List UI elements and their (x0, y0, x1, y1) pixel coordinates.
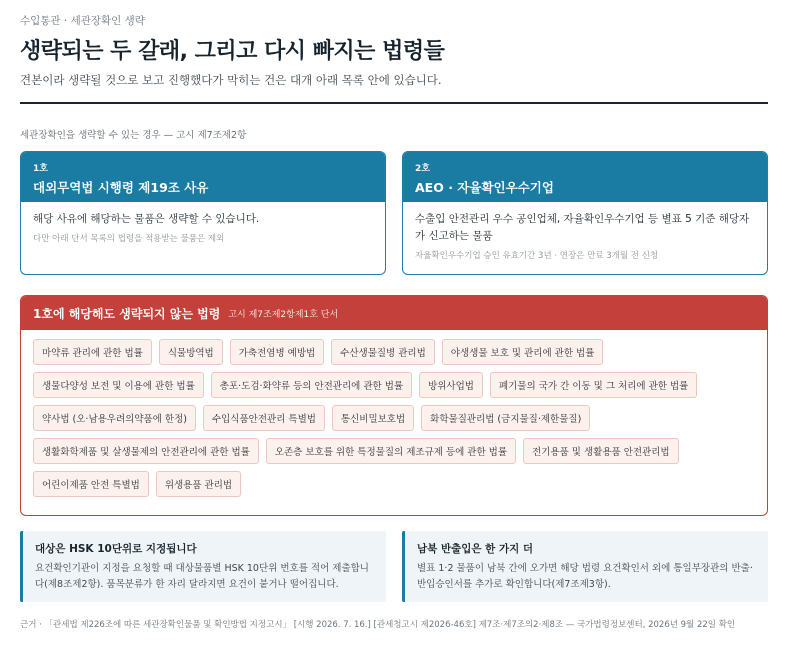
case-note: 다만 아래 단서 목록의 법령을 적용받는 물품은 제외 (33, 234, 225, 244)
exclusion-subtitle: 고시 제7조제2항제1호 단서 (228, 309, 339, 320)
law-tag: 통신비밀보호법 (332, 405, 414, 431)
page-subtitle: 견본이라 생략될 것으로 보고 진행했다가 막히는 건은 대개 아래 목록 안에 있습니다. (20, 73, 442, 87)
info-title: 남북 반출입은 한 가지 더 (417, 543, 534, 555)
law-tag: 생물다양성 보전 및 이용에 관한 법률 (33, 372, 204, 398)
exclusion-panel (20, 295, 768, 516)
info-description: 별표 1·2 물품이 남북 간에 오가면 해당 법령 요건확인서 외에 통일부장관의 반출·반입승인서를 추가로 확인합니다(제7조제3항). (417, 563, 753, 590)
law-tag: 어린이제품 안전 특별법 (33, 471, 149, 497)
case-card-body (21, 202, 385, 244)
source-footnote: 근거 · 「관세법 제226조에 따른 세관장확인물품 및 확인방법 지정고시」 [시행 2026. 7. 16.] [관세청고시 제2026-46호] 제7조·제7조의2·제8조 — 국가법령정보센터, 2026년 9월 22일 확인 (20, 620, 736, 630)
exclusion-header (21, 296, 767, 330)
divider (20, 102, 768, 104)
law-tag: 폐기물의 국가 간 이동 및 그 처리에 관한 법률 (490, 372, 697, 398)
law-tag: 약사법 (오·남용우려의약품에 한정) (33, 405, 196, 431)
info-title: 대상은 HSK 10단위로 지정됩니다 (35, 543, 197, 555)
case-card-1 (20, 151, 386, 275)
case-card-header (403, 152, 767, 202)
law-tag: 전기용품 및 생활용품 안전관리법 (523, 438, 679, 464)
case-title: 대외무역법 시행령 제19조 사유 (33, 180, 209, 195)
info-description: 요건확인기관이 지정을 요청할 때 대상물품별 HSK 10단위 번호를 적어 제출합니다(제8조제2항). 품목분류가 한 자리 달라지면 요건이 붙거나 떨어집니다. (35, 563, 369, 590)
law-tag: 위생용품 관리법 (156, 471, 241, 497)
page-title: 생략되는 두 갈래, 그리고 다시 빠지는 법령들 (20, 39, 445, 64)
info-box-hsk (20, 531, 386, 602)
law-tag: 수산생물질병 관리법 (331, 339, 435, 365)
law-tag: 가축전염병 예방법 (230, 339, 324, 365)
law-tag: 야생생물 보호 및 관리에 관한 법률 (442, 339, 604, 365)
law-tag: 오존층 보호를 위한 특정물질의 제조규제 등에 관한 법률 (266, 438, 516, 464)
section-label: 세관장확인을 생략할 수 있는 경우 — 고시 제7조제2항 (20, 130, 247, 141)
info-box-inter-korean (402, 531, 768, 602)
case-number: 2호 (415, 164, 430, 174)
law-tag: 화학물질관리법 (금지물질·제한물질) (421, 405, 590, 431)
law-tag: 수입식품안전관리 특별법 (203, 405, 325, 431)
law-tag: 식물방역법 (159, 339, 223, 365)
law-tag: 생활화학제품 및 살생물제의 안전관리에 관한 법률 (33, 438, 259, 464)
law-tag-list (21, 330, 767, 497)
law-tag: 총포·도검·화약류 등의 안전관리에 관한 법률 (211, 372, 412, 398)
case-card-header (21, 152, 385, 202)
case-title: AEO · 자율확인우수기업 (415, 180, 554, 195)
case-description: 해당 사유에 해당하는 물품은 생략할 수 있습니다. (33, 213, 260, 225)
case-card-2 (402, 151, 768, 275)
case-number: 1호 (33, 164, 48, 174)
exclusion-title: 1호에 해당해도 생략되지 않는 법령 (33, 306, 221, 321)
breadcrumb: 수입통관 · 세관장확인 생략 (20, 15, 145, 27)
case-note: 자율확인우수기업 승인 유효기간 3년 · 연장은 만료 3개월 전 신청 (415, 251, 659, 261)
case-card-body (403, 202, 767, 261)
case-description: 수출입 안전관리 우수 공인업체, 자율확인우수기업 등 별표 5 기준 해당자가 신고하는 물품 (415, 213, 750, 242)
law-tag: 방위사업법 (419, 372, 483, 398)
law-tag: 마약류 관리에 관한 법률 (33, 339, 152, 365)
